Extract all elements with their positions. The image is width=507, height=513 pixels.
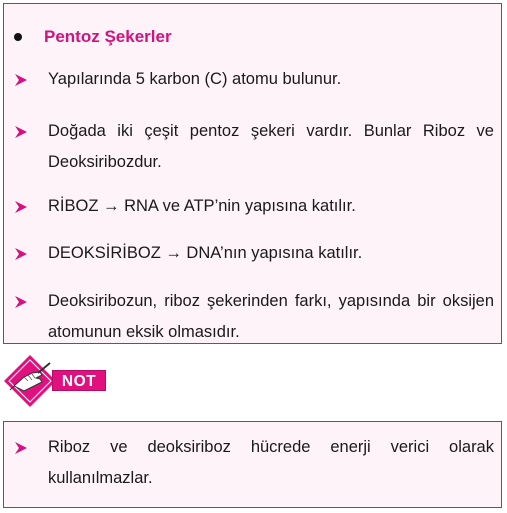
arrow-bullet-icon [14,247,28,261]
list-item [14,122,494,178]
arrow-bullet-icon [14,125,28,139]
list-item-text: RİBOZ → RNA ve ATP’nin yapısına katılır. [48,197,356,215]
list-item [14,197,494,222]
list-item [14,244,494,269]
arrow-bullet-icon [14,295,28,309]
list-item [14,292,494,348]
bullet-dot-icon [14,33,22,41]
note-text: Riboz ve deoksiriboz hücrede enerji verici olarak kullanılmazlar. [48,438,494,487]
heading-row [14,27,172,47]
list-item-text: Yapılarında 5 karbon (C) atomu bulunur. [48,70,342,88]
list-item-text: Deoksiribozun, riboz şekerinden farkı, yapısında bir oksijen atomunun eksik olmasıdır. [48,292,494,341]
list-item-text: Doğada iki çeşit pentoz şekeri vardır. Bunlar Riboz ve Deoksiribozdur. [48,122,494,171]
arrow-bullet-icon [14,441,28,455]
list-item-text: DEOKSİRİBOZ → DNA’nın yapısına katılır. [48,244,363,262]
arrow-bullet-icon [14,200,28,214]
note-item [14,438,494,494]
arrow-bullet-icon [14,73,28,87]
note-label: NOT [52,370,106,391]
section-heading: Pentoz Şekerler [44,27,172,46]
list-item [14,70,494,95]
